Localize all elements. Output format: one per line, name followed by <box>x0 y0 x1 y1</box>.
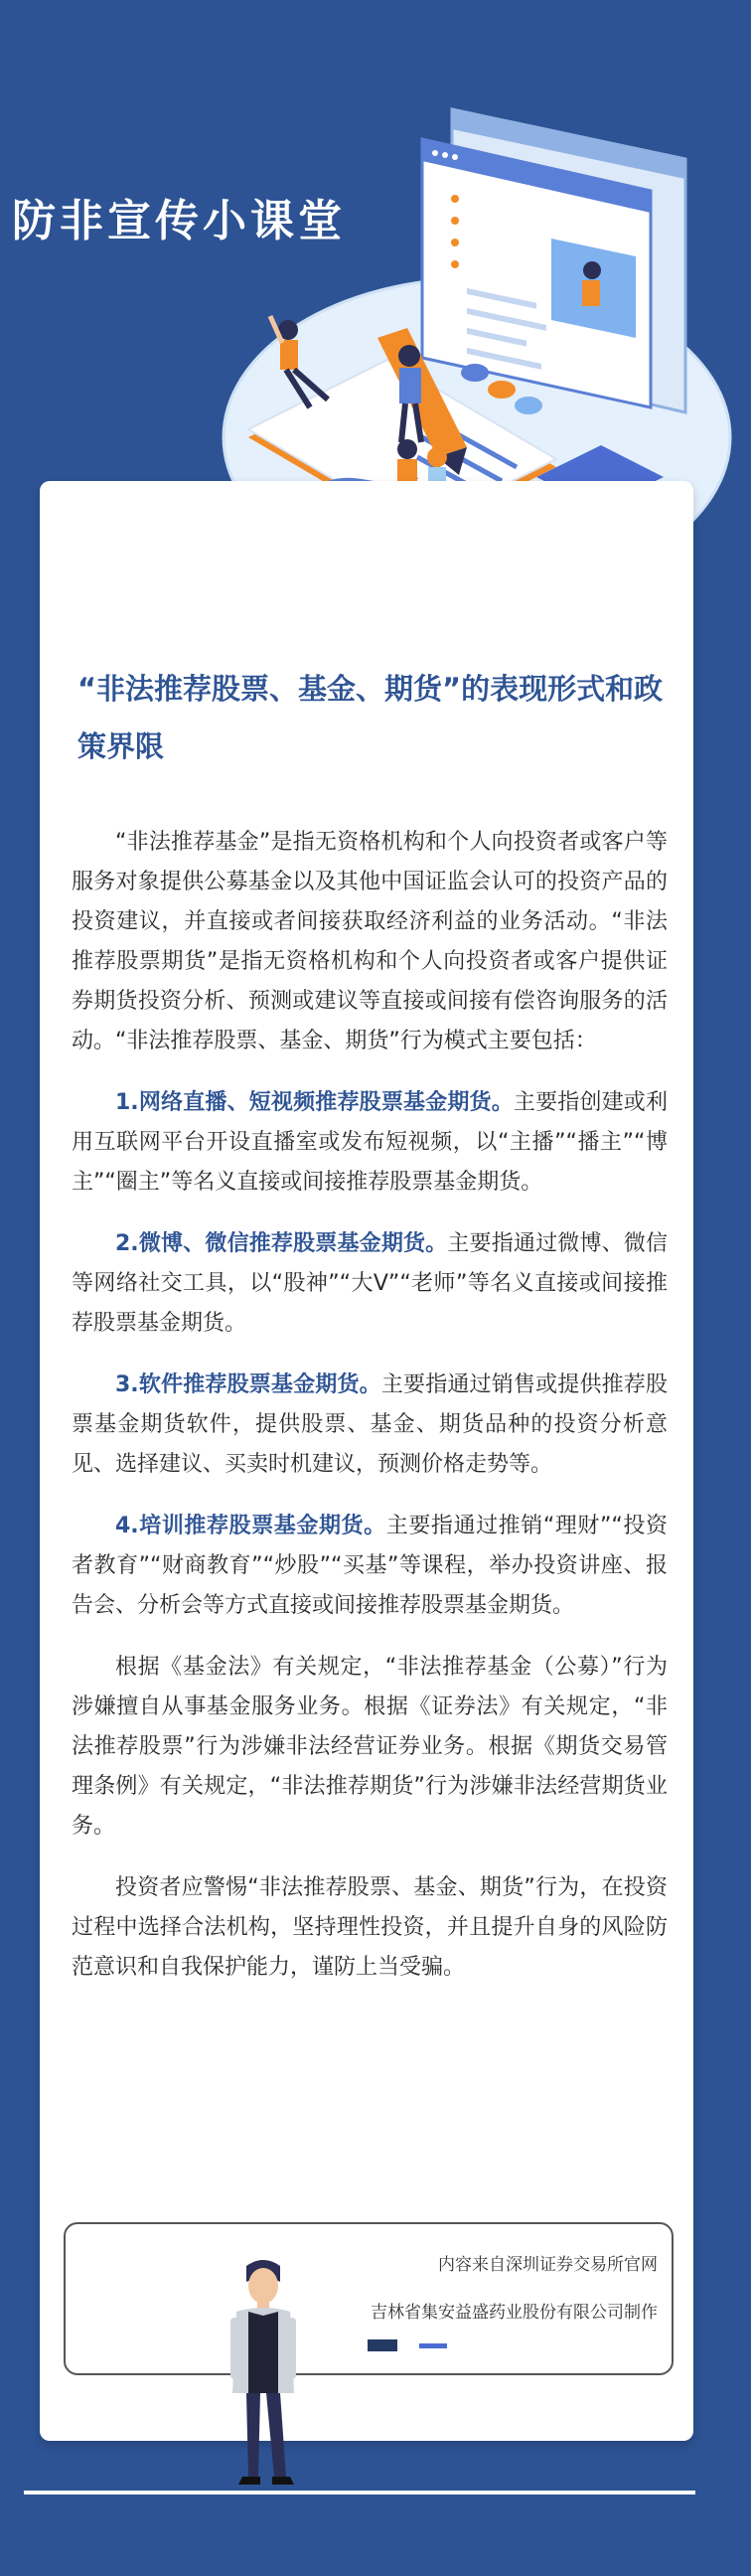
producer-text: 吉林省集安益盛药业股份有限公司制作 <box>371 2303 658 2323</box>
point-head: 3.软件推荐股票基金期货。 <box>115 1372 381 1397</box>
source-box <box>64 2222 674 2375</box>
page-title: 防非宣传小课堂 <box>12 196 346 246</box>
point-body: 主要指通过推销“理财”“投资者教育”“财商教育”“炒股”“买基”等课程，举办投资讲座、报告会、分析会等方式直接或间接推荐股票基金期货。 <box>72 1514 668 1618</box>
point-head: 2.微博、微信推荐股票基金期货。 <box>115 1231 448 1256</box>
point-paragraph <box>72 1083 668 1203</box>
point-head: 1.网络直播、短视频推荐股票基金期货。 <box>115 1090 514 1115</box>
intro-paragraph: “非法推荐基金”是指无资格机构和个人向投资者或客户等服务对象提供公募基金以及其他中国证监会认可的投资产品的投资建议，并直接或者间接获取经济利益的业务活动。“非法推荐股票期货”是指无资格机构和个人向投资者或客户提供证券期货投资分析、预测或建议等直接或间接有偿咨询服务的活动。“非法推荐股票、基金、期货”行为模式主要包括： <box>72 830 668 1053</box>
advice-paragraph: 投资者应警惕“非法推荐股票、基金、期货”行为，在投资过程中选择合法机构，坚持理性投资，并且提升自身的风险防范意识和自我保护能力，谨防上当受骗。 <box>72 1875 668 1980</box>
source-text: 内容来自深圳证券交易所官网 <box>438 2255 658 2275</box>
article-title: “非法推荐股票、基金、期货”的表现形式和政策界限 <box>77 672 664 763</box>
point-head: 4.培训推荐股票基金期货。 <box>115 1514 386 1538</box>
decor-bar-blue <box>419 2343 447 2348</box>
point-body: 主要指通过微博、微信等网络社交工具，以“股神”“大V”“老师”等名义直接或间接推荐股票基金期货。 <box>72 1231 668 1336</box>
standing-person-illustration <box>209 2256 318 2495</box>
point-paragraph <box>72 1507 668 1626</box>
decor-bar-dark <box>368 2339 397 2351</box>
point-body: 主要指创建或利用互联网平台开设直播室或发布短视频，以“主播”“播主”“博主”“圈主”等名义直接或间接推荐股票基金期货。 <box>72 1090 668 1195</box>
article <box>72 660 668 2010</box>
point-paragraph <box>72 1224 668 1344</box>
point-body: 主要指通过销售或提供推荐股票基金期货软件，提供股票、基金、期货品种的投资分析意见、选择建议、买卖时机建议，预测价格走势等。 <box>72 1372 668 1477</box>
content-card <box>40 481 693 2441</box>
point-paragraph <box>72 1366 668 1485</box>
law-paragraph: 根据《基金法》有关规定，“非法推荐基金（公募）”行为涉嫌擅自从事基金服务业务。根据《证券法》有关规定，“非法推荐股票”行为涉嫌非法经营证券业务。根据《期货交易管理条例》有关规定，“非法推荐期货”行为涉嫌非法经营期货业务。 <box>72 1655 668 1839</box>
ground-line <box>24 2491 695 2495</box>
